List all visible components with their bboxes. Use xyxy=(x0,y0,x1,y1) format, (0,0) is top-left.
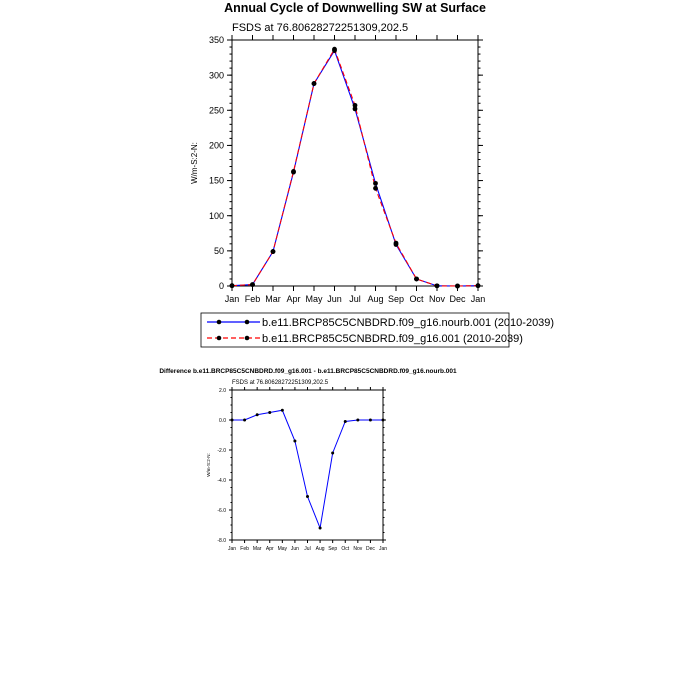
x-tick-label: Jul xyxy=(349,294,361,304)
data-point xyxy=(250,282,255,287)
legend xyxy=(201,313,554,347)
x-tick-label: Jan xyxy=(227,546,237,552)
data-point xyxy=(476,283,481,288)
y-tick-label: 0 xyxy=(218,281,224,292)
x-tick-label: Sep xyxy=(387,294,405,304)
x-tick-label: May xyxy=(277,546,288,552)
legend-label-1: b.e11.BRCP85C5CNBDRD.f09_g16.nourb.001 (2010-2039) xyxy=(262,317,555,329)
series-line-1 xyxy=(232,51,478,286)
data-point xyxy=(455,284,460,289)
data-point xyxy=(293,440,296,443)
y-tick-label: 0.0 xyxy=(219,417,226,424)
data-point xyxy=(394,241,399,246)
data-point xyxy=(231,419,234,422)
y-tick-label: 50 xyxy=(213,246,224,257)
y-tick-label: 200 xyxy=(208,140,224,151)
x-tick-label: May xyxy=(305,294,323,304)
difference-chart-subtitle: FSDS at 76.80628272251309,202.5 xyxy=(232,380,329,386)
data-point xyxy=(382,419,385,422)
x-tick-label: Mar xyxy=(252,546,262,552)
data-point xyxy=(435,283,440,288)
difference-plot-frame xyxy=(232,390,383,540)
x-tick-label: Jan xyxy=(378,546,388,552)
main-chart xyxy=(190,1,554,347)
legend-marker-1 xyxy=(217,320,222,325)
legend-marker-2b xyxy=(245,336,250,341)
difference-chart-title: Difference b.e11.BRCP85C5CNBDRD.f09_g16.001 - b.e11.BRCP85C5CNBDRD.f09_g16.nourb.001 xyxy=(159,368,457,375)
x-tick-label: Aug xyxy=(367,294,384,304)
data-point xyxy=(353,103,358,108)
data-point xyxy=(373,186,378,191)
data-point xyxy=(356,419,359,422)
data-point xyxy=(332,47,337,52)
difference-x-axis-ticks xyxy=(228,387,387,552)
y-tick-label: 100 xyxy=(208,210,224,221)
data-point xyxy=(256,413,259,416)
data-point xyxy=(268,411,271,414)
plot-frame xyxy=(232,40,478,286)
difference-series xyxy=(231,409,385,530)
x-tick-label: Oct xyxy=(341,546,350,552)
x-tick-label: Dec xyxy=(449,294,466,304)
x-tick-label: Aug xyxy=(315,546,325,552)
y-tick-label: 2.0 xyxy=(219,387,226,394)
legend-marker-2 xyxy=(217,336,222,341)
data-point xyxy=(281,409,284,412)
y-tick-label: -8.0 xyxy=(217,537,226,544)
difference-y-axis-label: W/m-S:2-N: xyxy=(206,453,211,477)
difference-y-axis-ticks xyxy=(217,388,386,544)
data-point xyxy=(243,419,246,422)
chart-title: Annual Cycle of Downwelling SW at Surface xyxy=(224,1,486,15)
x-tick-label: Nov xyxy=(353,546,363,552)
data-point xyxy=(414,277,419,282)
chart-subtitle: FSDS at 76.80628272251309,202.5 xyxy=(232,22,409,34)
x-tick-label: Feb xyxy=(240,546,249,552)
data-point xyxy=(271,249,276,254)
y-tick-label: -4.0 xyxy=(217,477,226,484)
legend-marker-1b xyxy=(245,320,250,325)
data-point xyxy=(291,169,296,174)
x-tick-label: Nov xyxy=(428,294,446,304)
data-point xyxy=(344,420,347,423)
legend-label-2: b.e11.BRCP85C5CNBDRD.f09_g16.001 (2010-2039) xyxy=(262,333,523,345)
y-tick-label: 250 xyxy=(208,105,224,116)
data-point xyxy=(312,81,317,86)
x-tick-label: Jul xyxy=(304,546,311,552)
x-tick-label: Oct xyxy=(409,294,424,304)
x-tick-label: Mar xyxy=(265,294,281,304)
x-tick-label: Feb xyxy=(244,294,261,304)
y-tick-label: -2.0 xyxy=(217,447,226,454)
x-tick-label: Dec xyxy=(365,546,375,552)
chart-series xyxy=(230,47,481,289)
x-tick-label: Sep xyxy=(328,546,338,552)
x-tick-label: Jan xyxy=(470,294,486,304)
data-point xyxy=(306,495,309,498)
data-point xyxy=(319,527,322,530)
data-point xyxy=(369,419,372,422)
series-line-2 xyxy=(232,49,478,286)
data-point xyxy=(230,283,235,288)
y-axis-ticks xyxy=(209,35,483,291)
data-point xyxy=(331,452,334,455)
y-tick-label: 150 xyxy=(208,175,224,186)
series-line-1 xyxy=(232,410,383,528)
y-tick-label: 350 xyxy=(208,35,224,46)
x-tick-label: Jun xyxy=(290,546,299,552)
x-tick-label: Apr xyxy=(286,294,301,304)
y-axis-label: W/m-S:2-N: xyxy=(190,142,199,184)
difference-chart xyxy=(159,368,457,552)
y-tick-label: 300 xyxy=(208,70,224,81)
x-tick-label: Jun xyxy=(327,294,342,304)
x-axis-ticks xyxy=(225,35,486,304)
data-point xyxy=(373,181,378,186)
x-tick-label: Jan xyxy=(224,294,240,304)
y-tick-label: -6.0 xyxy=(217,507,226,514)
x-tick-label: Apr xyxy=(265,546,274,552)
